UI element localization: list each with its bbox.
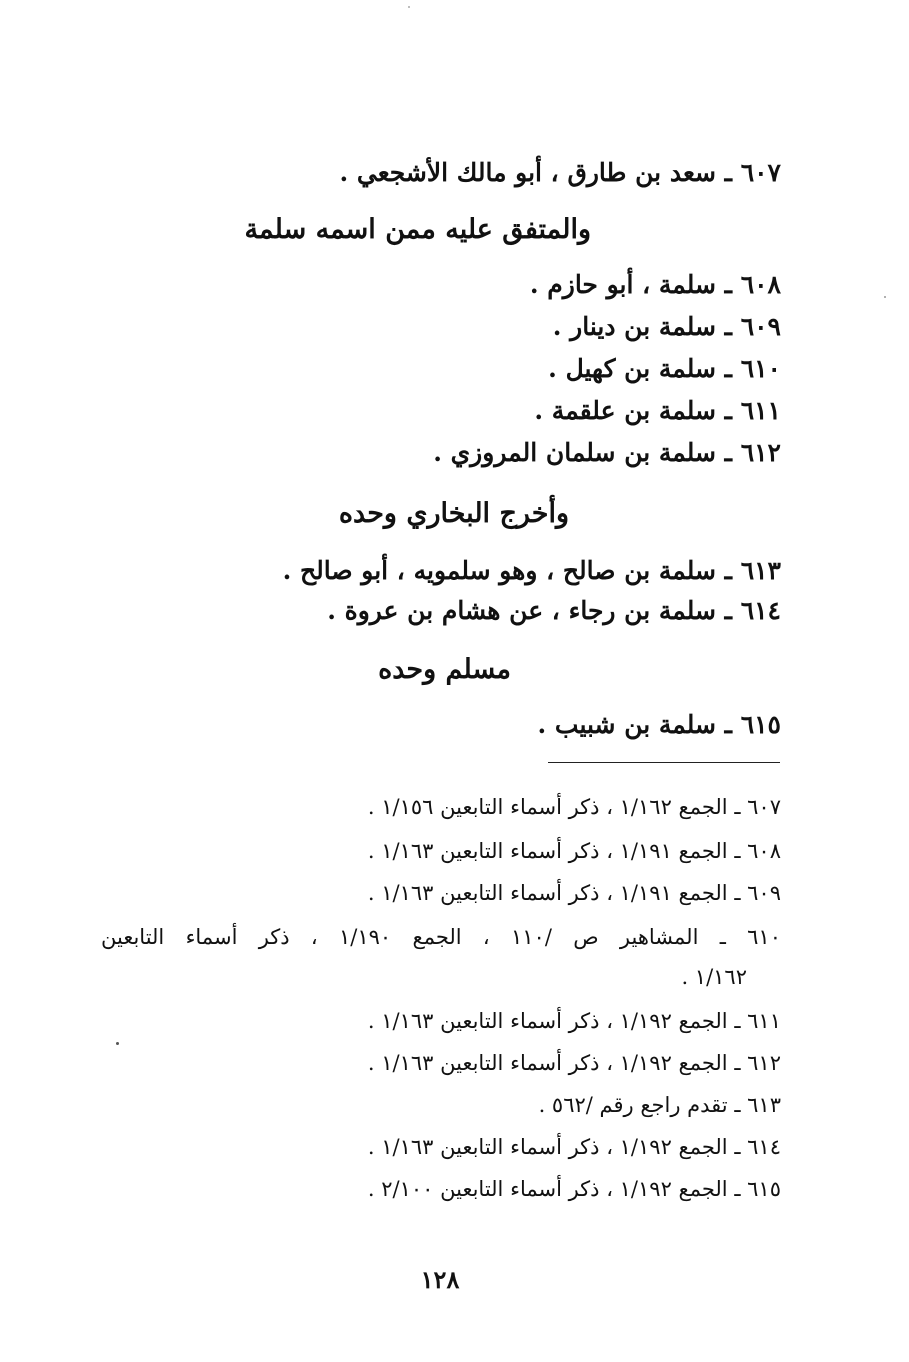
entry-611: ٦١١ ـ سلمة بن علقمة . xyxy=(534,396,781,425)
footnote-609: ٦٠٩ ـ الجمع ١/١٩١ ، ذكر أسماء التابعين ١/١٦٣ . xyxy=(367,881,781,905)
heading-bukhari: وأخرج البخاري وحده xyxy=(338,498,569,529)
footnote-615: ٦١٥ ـ الجمع ١/١٩٢ ، ذكر أسماء التابعين ٢/١٠٠ . xyxy=(367,1177,781,1201)
footnote-separator xyxy=(548,762,780,763)
entry-607: ٦٠٧ ـ سعد بن طارق ، أبو مالك الأشجعي . xyxy=(339,158,781,187)
heading-muslim: مسلم وحده xyxy=(378,654,511,685)
scan-speck xyxy=(884,296,886,298)
heading-salama: والمتفق عليه ممن اسمه سلمة xyxy=(244,214,591,245)
entry-613: ٦١٣ ـ سلمة بن صالح ، وهو سلمويه ، أبو صالح . xyxy=(282,556,781,585)
footnote-613: ٦١٣ ـ تقدم راجع رقم /٥٦٢ . xyxy=(538,1093,781,1117)
footnote-612: ٦١٢ ـ الجمع ١/١٩٢ ، ذكر أسماء التابعين ١/١٦٣ . xyxy=(367,1051,781,1075)
footnote-614: ٦١٤ ـ الجمع ١/١٩٢ ، ذكر أسماء التابعين ١/١٦٣ . xyxy=(367,1135,781,1159)
scan-speck xyxy=(408,6,410,8)
footnote-611: ٦١١ ـ الجمع ١/١٩٢ ، ذكر أسماء التابعين ١/١٦٣ . xyxy=(367,1009,781,1033)
page-number: ١٢٨ xyxy=(420,1265,460,1294)
footnote-607: ٦٠٧ ـ الجمع ١/١٦٢ ، ذكر أسماء التابعين ١/١٥٦ . xyxy=(367,795,781,819)
scan-speck xyxy=(116,1042,119,1045)
entry-608: ٦٠٨ ـ سلمة ، أبو حازم . xyxy=(529,270,781,299)
entry-612: ٦١٢ ـ سلمة بن سلمان المروزي . xyxy=(433,438,781,467)
footnote-610-continuation: ١/١٦٢ . xyxy=(681,965,747,989)
entry-614: ٦١٤ ـ سلمة بن رجاء ، عن هشام بن عروة . xyxy=(327,596,781,625)
entry-615: ٦١٥ ـ سلمة بن شبيب . xyxy=(537,710,781,739)
entry-610: ٦١٠ ـ سلمة بن كهيل . xyxy=(548,354,781,383)
footnote-610: ٦١٠ ـ المشاهير ص /١١٠ ، الجمع ١/١٩٠ ، ذكر أسماء التابعين xyxy=(101,925,781,949)
entry-609: ٦٠٩ ـ سلمة بن دينار . xyxy=(552,312,781,341)
footnote-608: ٦٠٨ ـ الجمع ١/١٩١ ، ذكر أسماء التابعين ١/١٦٣ . xyxy=(367,839,781,863)
